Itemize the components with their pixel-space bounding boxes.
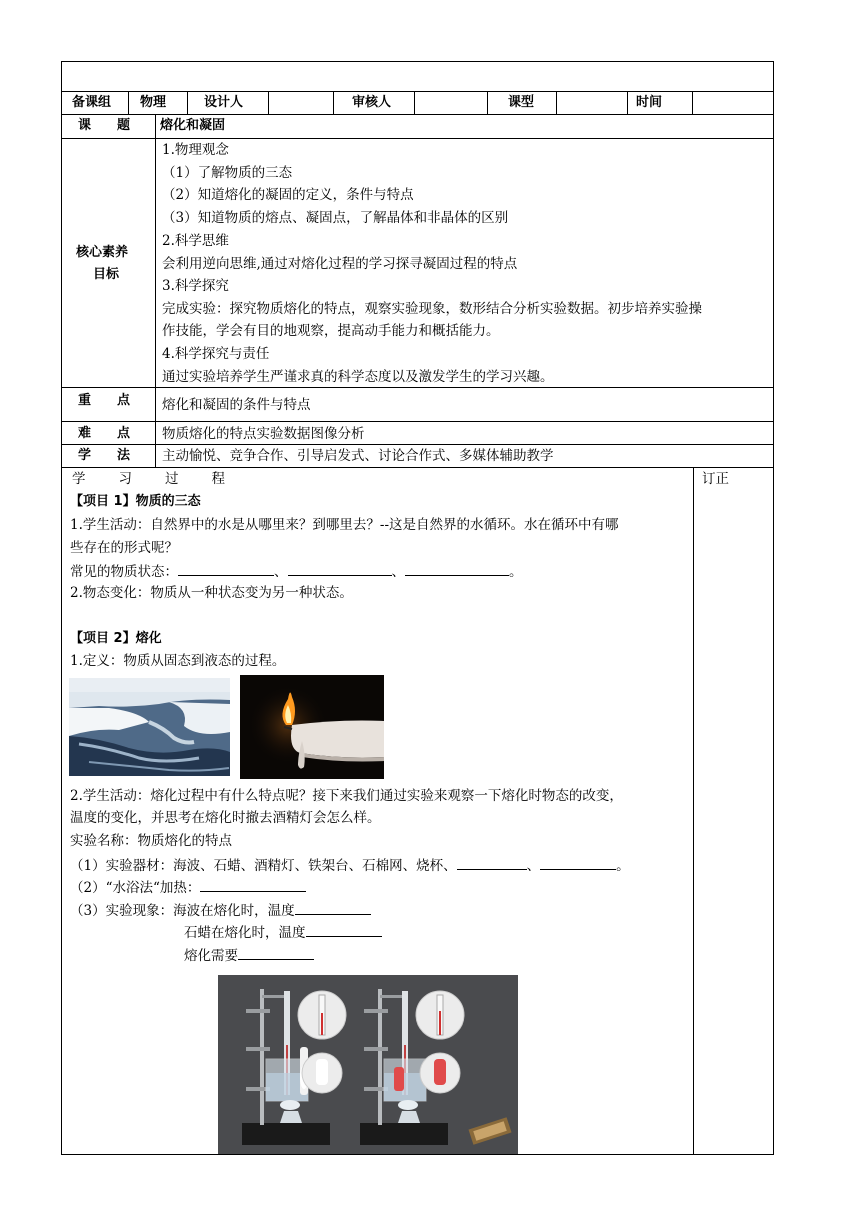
label-col-line [155, 114, 156, 468]
col-line [627, 91, 628, 115]
key-points-value: 熔化和凝固的条件与特点 [162, 397, 311, 413]
literacy-line: 完成实验：探究物质熔化的特点，观察实验现象，数形结合分析实验数据。初步培养实验操 [162, 301, 702, 317]
difficulty-label: 难 点 [78, 426, 131, 441]
col-line [414, 91, 415, 115]
literacy-line: 3.科学探究 [162, 278, 229, 294]
reviewer-label: 审核人 [352, 95, 392, 110]
literacy-line: （1）了解物质的三态 [162, 165, 293, 181]
col-line [487, 91, 488, 115]
literacy-label-line1: 核心素养 [76, 245, 129, 260]
activity-line2: 温度的变化，并思考在熔化时撤去酒精灯会怎么样。 [70, 810, 381, 826]
literacy-line: 作技能，学会有目的地观察，提高动手能力和概括能力。 [162, 323, 500, 339]
phenomenon-line3 [184, 945, 314, 965]
row-line [61, 421, 774, 422]
states-line [70, 561, 523, 581]
phenomenon-2: 石蜡在熔化时，温度 [184, 925, 306, 941]
topic-label: 课 题 [78, 118, 131, 133]
state-blank-1[interactable] [178, 561, 274, 576]
activity-line1: 2.学生活动：熔化过程中有什么特点呢？接下来我们通过实验来观察一下熔化时物态的改变， [70, 788, 623, 804]
equipment-blank-1[interactable] [457, 855, 527, 870]
process-heading: 学 习 过 程 [72, 471, 227, 487]
correction-label: 订正 [702, 471, 729, 487]
literacy-line: （2）知道熔化的凝固的定义，条件与特点 [162, 187, 414, 203]
literacy-label-line2: 目标 [93, 267, 120, 282]
state-blank-3[interactable] [405, 561, 509, 576]
table-border-left [61, 61, 62, 1155]
col-line [692, 91, 693, 115]
melting-candle-photo [240, 675, 384, 779]
correction-col-line [693, 467, 694, 1155]
col-line [128, 91, 129, 115]
experiment-name: 实验名称：物质熔化的特点 [70, 833, 232, 849]
row-line [61, 387, 774, 388]
item1-line1: 1.学生活动：自然界中的水是从哪里来？到哪里去？--这是自然界的水循环。水在循环中有哪 [70, 517, 619, 533]
phenomenon-blank-3[interactable] [238, 945, 314, 960]
row-line [61, 138, 774, 139]
water-bath-line [70, 877, 306, 897]
table-border-bottom [61, 1154, 774, 1155]
row-line [61, 467, 774, 468]
difficulty-value: 物质熔化的特点实验数据图像分析 [162, 426, 365, 442]
phenomenon-label: （3）实验现象： [70, 903, 174, 919]
literacy-line: 会利用逆向思维,通过对熔化过程的学习探寻凝固过程的特点 [162, 256, 518, 272]
methods-label: 学 法 [78, 448, 131, 463]
equipment-blank-2[interactable] [540, 855, 616, 870]
item1-line2: 些存在的形式呢？ [70, 540, 178, 556]
col-line [333, 91, 334, 115]
time-label: 时间 [636, 95, 663, 110]
row-line [61, 91, 774, 92]
states-label: 常见的物质状态： [70, 564, 178, 580]
phenomenon-1: 海波在熔化时，温度 [173, 903, 295, 919]
line-end: 。 [616, 858, 630, 874]
separator: 、 [391, 564, 405, 580]
item1-title: 【项目 1】物质的三态 [70, 494, 201, 509]
phenomenon-line1 [70, 900, 371, 920]
equipment-line [70, 855, 630, 875]
definition-line: 1.定义：物质从固态到液态的过程。 [70, 653, 286, 669]
melting-ice-photo [69, 678, 230, 776]
group-label: 备课组 [72, 95, 112, 110]
table-border-right [773, 61, 774, 1155]
col-line [268, 91, 269, 115]
literacy-line: 通过实验培养学生严谨求真的科学态度以及激发学生的学习兴趣。 [162, 369, 554, 385]
table-border-top [61, 61, 774, 62]
col-line [556, 91, 557, 115]
water-bath-blank[interactable] [200, 877, 306, 892]
topic-value: 熔化和凝固 [160, 118, 226, 133]
line-end: 。 [509, 564, 523, 580]
literacy-line: 4.科学探究与责任 [162, 346, 270, 362]
literacy-line: 1.物理观念 [162, 142, 229, 158]
item2-title: 【项目 2】熔化 [70, 631, 162, 646]
state-blank-2[interactable] [288, 561, 392, 576]
phenomenon-blank-2[interactable] [306, 922, 382, 937]
designer-label: 设计人 [204, 95, 244, 110]
subject-value: 物理 [140, 95, 167, 110]
change-line: 2.物态变化：物质从一种状态变为另一种状态。 [70, 585, 353, 601]
methods-value: 主动愉悦、竞争合作、引导启发式、讨论合作式、多媒体辅助教学 [162, 448, 554, 464]
col-line [187, 91, 188, 115]
phenomenon-3: 熔化需要 [184, 948, 238, 964]
literacy-line: 2.科学思维 [162, 233, 229, 249]
separator: 、 [274, 564, 288, 580]
equipment-text: （1）实验器材：海波、石蜡、酒精灯、铁架台、石棉网、烧杯、 [70, 858, 457, 874]
phenomenon-blank-1[interactable] [295, 900, 371, 915]
row-line [61, 444, 774, 445]
literacy-line: （3）知道物质的熔点、凝固点，了解晶体和非晶体的区别 [162, 210, 509, 226]
separator: 、 [526, 858, 541, 874]
row-line [61, 114, 774, 115]
phenomenon-line2 [184, 922, 382, 942]
water-bath-text: （2）“水浴法“加热： [70, 880, 201, 896]
type-label: 课型 [508, 95, 535, 110]
melting-experiment-image [218, 975, 518, 1154]
key-points-label: 重 点 [78, 393, 131, 408]
